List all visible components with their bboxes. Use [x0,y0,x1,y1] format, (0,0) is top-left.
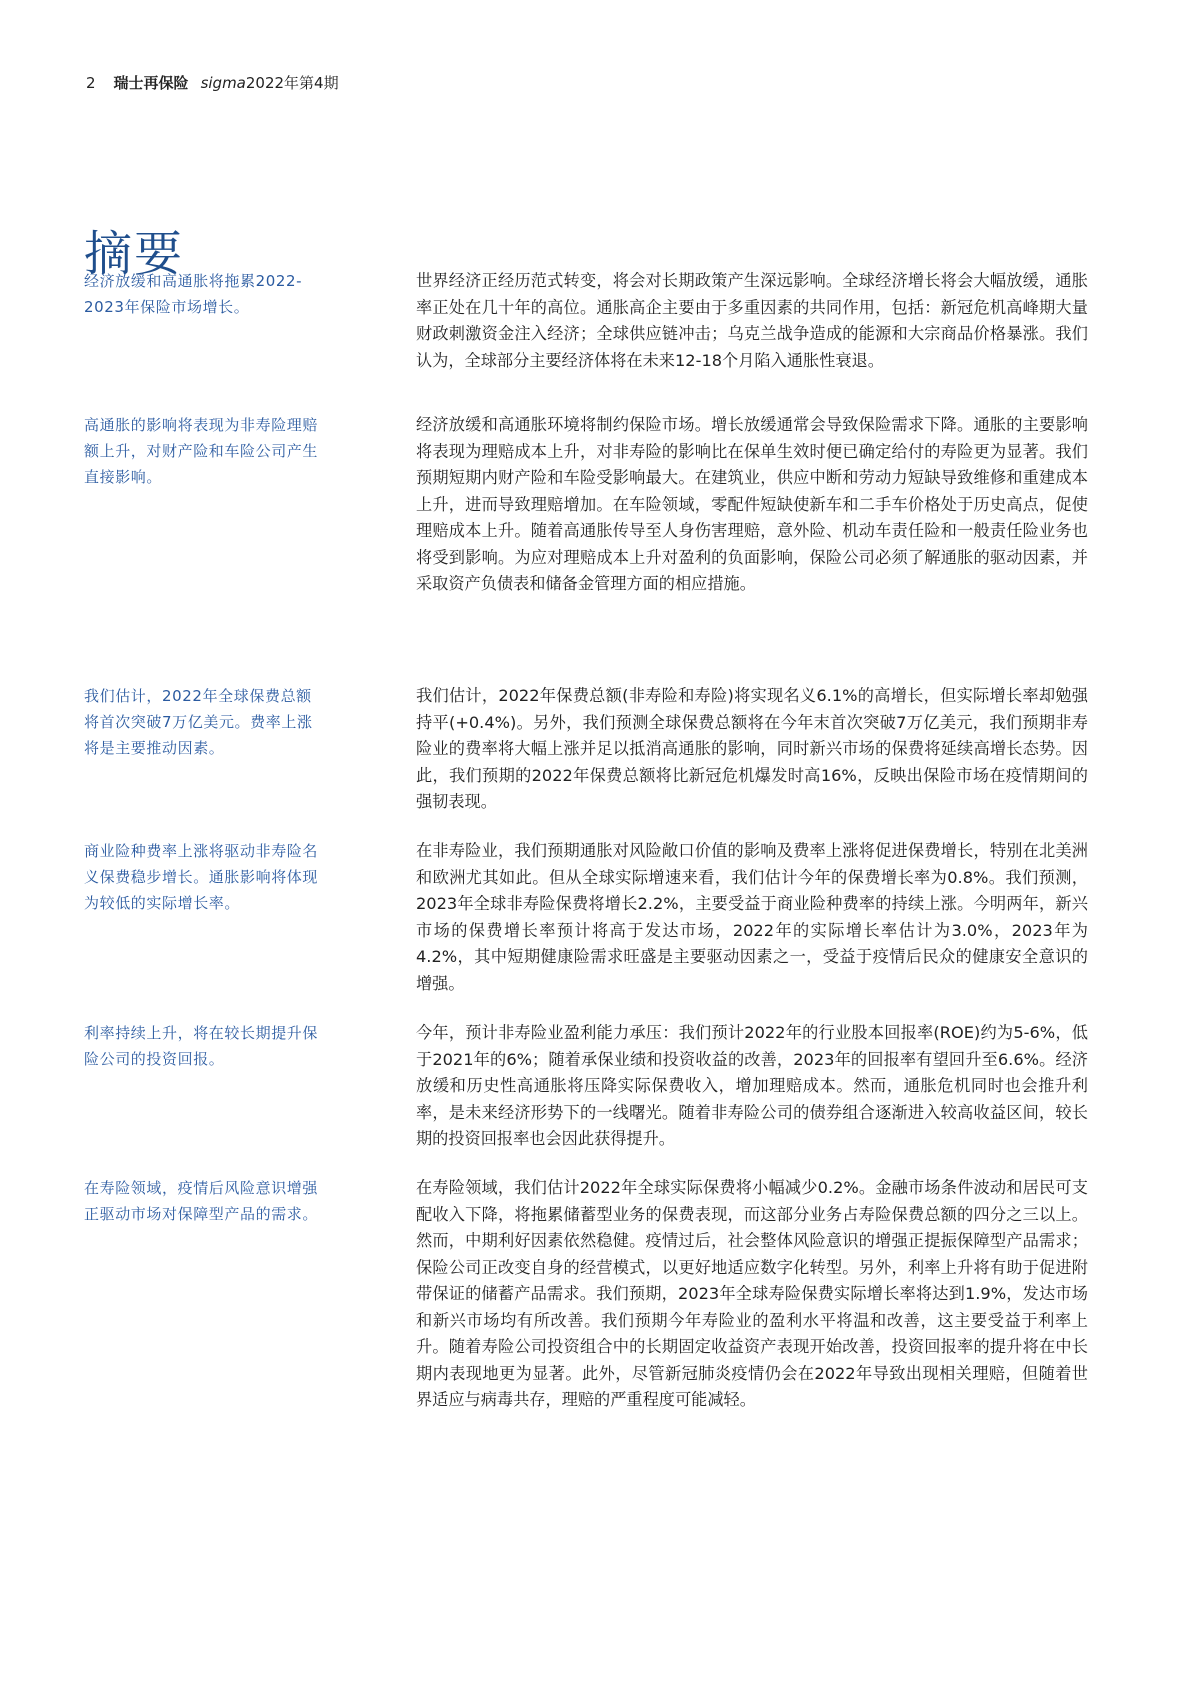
margin-note: 经济放缓和高通胀将拖累2022-2023年保险市场增长。 [84,272,303,316]
margin-note: 在寿险领域，疫情后风险意识增强正驱动市场对保障型产品的需求。 [84,1179,319,1223]
body-paragraph: 经济放缓和高通胀环境将制约保险市场。增长放缓通常会导致保险需求下降。通胀的主要影响将表现为理赔成本上升，对非寿险的影响比在保单生效时便已确定给付的寿险更为显著。我们预期短期内财产险和车险受影响最大。在建筑业，供应中断和劳动力短缺导致维修和重建成本上升，进而导致理赔增加。在车险领域，零配件短缺使新车和二手车价格处于历史高点，促使理赔成本上升。随着高通胀传导至人身伤害理赔，意外险、机动车责任险和一般责任险业务也将受到影响。为应对理赔成本上升对盈利的负面影响，保险公司必须了解通胀的驱动因素，并采取资产负债表和储备金管理方面的相应措施。 [416,415,1088,593]
margin-note: 我们估计，2022年全球保费总额将首次突破7万亿美元。费率上涨将是主要推动因素。 [84,687,313,757]
issue-label: 2022年第4期 [245,74,339,92]
publisher-name: 瑞士再保险 [113,74,189,92]
margin-note: 高通胀的影响将表现为非寿险理赔额上升，对财产险和车险公司产生直接影响。 [84,416,319,486]
margin-note: 商业险种费率上涨将驱动非寿险名义保费稳步增长。通胀影响将体现为较低的实际增长率。 [84,842,319,912]
publication-name: sigma [200,74,246,92]
body-paragraph: 在寿险领域，我们估计2022年全球实际保费将小幅减少0.2%。金融市场条件波动和居民可支配收入下降，将拖累储蓄型业务的保费表现，而这部分业务占寿险保费总额的四分之三以上。然而，中期利好因素依然稳健。疫情过后，社会整体风险意识的增强正提振保障型产品需求；保险公司正改变自身的经营模式，以更好地适应数字化转型。另外，利率上升将有助于促进附带保证的储蓄产品需求。我们预期，2023年全球寿险保费实际增长率将达到1.9%，发达市场和新兴市场均有所改善。我们预期今年寿险业的盈利水平将温和改善，这主要受益于利率上升。随着寿险公司投资组合中的长期固定收益资产表现开始改善，投资回报率的提升将在中长期内表现地更为显著。此外，尽管新冠肺炎疫情仍会在2022年导致出现相关理赔，但随着世界适应与病毒共存，理赔的严重程度可能减轻。 [416,1178,1088,1409]
page-number: 2 [86,74,96,92]
margin-note: 利率持续上升，将在较长期提升保险公司的投资回报。 [84,1024,319,1068]
body-paragraph: 我们估计，2022年保费总额(非寿险和寿险)将实现名义6.1%的高增长，但实际增长率却勉强持平(+0.4%)。另外，我们预测全球保费总额将在今年末首次突破7万亿美元，我们预期非寿险业的费率将大幅上涨并足以抵消高通胀的影响，同时新兴市场的保费将延续高增长态势。因此，我们预期的2022年保费总额将比新冠危机爆发时高16%，反映出保险市场在疫情期间的强韧表现。 [416,686,1088,811]
body-paragraph: 世界经济正经历范式转变，将会对长期政策产生深远影响。全球经济增长将会大幅放缓，通胀率正处在几十年的高位。通胀高企主要由于多重因素的共同作用，包括：新冠危机高峰期大量财政刺激资金注入经济；全球供应链冲击；乌克兰战争造成的能源和大宗商品价格暴涨。我们认为，全球部分主要经济体将在未来12-18个月陷入通胀性衰退。 [416,271,1088,370]
body-paragraph: 今年，预计非寿险业盈利能力承压：我们预计2022年的行业股本回报率(ROE)约为5-6%，低于2021年的6%；随着承保业绩和投资收益的改善，2023年的回报率有望回升至6.6%。经济放缓和历史性高通胀将压降实际保费收入，增加理赔成本。然而，通胀危机同时也会推升利率，是未来经济形势下的一线曙光。随着非寿险公司的债券组合逐渐进入较高收益区间，较长期的投资回报率也会因此获得提升。 [416,1023,1088,1148]
page-title: 摘要 [84,226,185,283]
body-paragraph: 在非寿险业，我们预期通胀对风险敞口价值的影响及费率上涨将促进保费增长，特别在北美洲和欧洲尤其如此。但从全球实际增速来看，我们估计今年的保费增长率为0.8%。我们预测，2023年全球非寿险保费将增长2.2%，主要受益于商业险种费率的持续上涨。今明两年，新兴市场的保费增长率预计将高于发达市场，2022年的实际增长率估计为3.0%，2023年为4.2%，其中短期健康险需求旺盛是主要驱动因素之一，受益于疫情后民众的健康安全意识的增强。 [416,841,1088,993]
running-header [86,73,339,93]
